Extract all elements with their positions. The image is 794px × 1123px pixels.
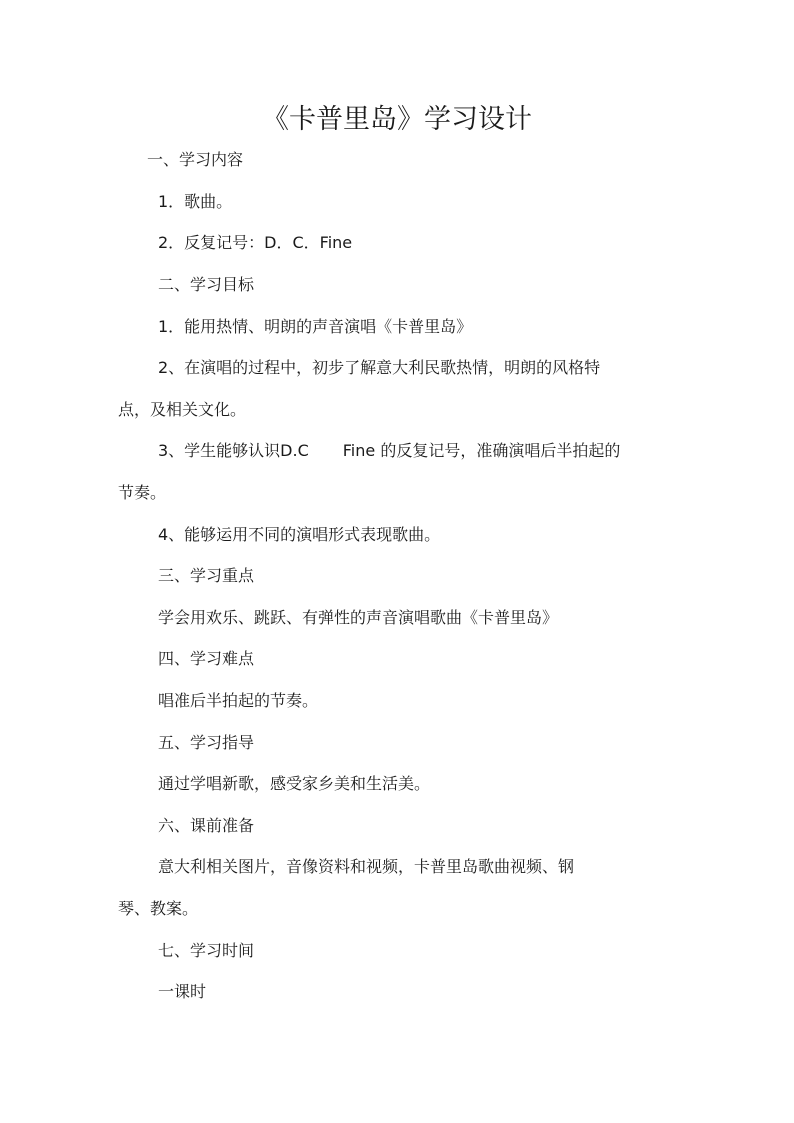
preparation-item: 意大利相关图片，音像资料和视频，卡普里岛歌曲视频、钢 [158, 857, 575, 876]
goal-item-3-continued: 节奏。 [118, 483, 167, 502]
difficulty-item: 唱准后半拍起的节奏。 [158, 691, 319, 710]
goal-item-1: 1．能用热情、明朗的声音演唱《卡普里岛》 [158, 317, 473, 336]
content-item-1: 1．歌曲。 [158, 192, 233, 211]
goal-item-3-part-a: 3、学生能够认识D.C [158, 441, 309, 460]
section-heading-content: 一、学习内容 [147, 150, 244, 169]
section-heading-key-points: 三、学习重点 [158, 566, 255, 585]
section-heading-goals: 二、学习目标 [158, 275, 255, 294]
section-heading-difficulties: 四、学习难点 [158, 649, 255, 668]
preparation-item-continued: 琴、教案。 [118, 899, 199, 918]
goal-item-2: 2、在演唱的过程中，初步了解意大利民歌热情，明朗的风格特 [158, 358, 601, 377]
section-heading-guidance: 五、学习指导 [158, 733, 255, 752]
goal-item-3 [158, 439, 620, 463]
goal-item-3-part-b: Fine 的反复记号，准确演唱后半拍起的 [342, 441, 621, 460]
goal-item-4: 4、能够运用不同的演唱形式表现歌曲。 [158, 525, 441, 544]
key-point-item: 学会用欢乐、跳跃、有弹性的声音演唱歌曲《卡普里岛》 [158, 608, 559, 627]
time-item: 一课时 [158, 982, 207, 1001]
goal-item-2-continued: 点，及相关文化。 [118, 400, 247, 419]
document-title: 《卡普里岛》学习设计 [262, 104, 532, 135]
section-heading-preparation: 六、课前准备 [158, 816, 255, 835]
section-heading-time: 七、学习时间 [158, 941, 255, 960]
guidance-item: 通过学唱新歌，感受家乡美和生活美。 [158, 774, 431, 793]
content-item-2: 2．反复记号：D．C．Fine [158, 233, 353, 252]
